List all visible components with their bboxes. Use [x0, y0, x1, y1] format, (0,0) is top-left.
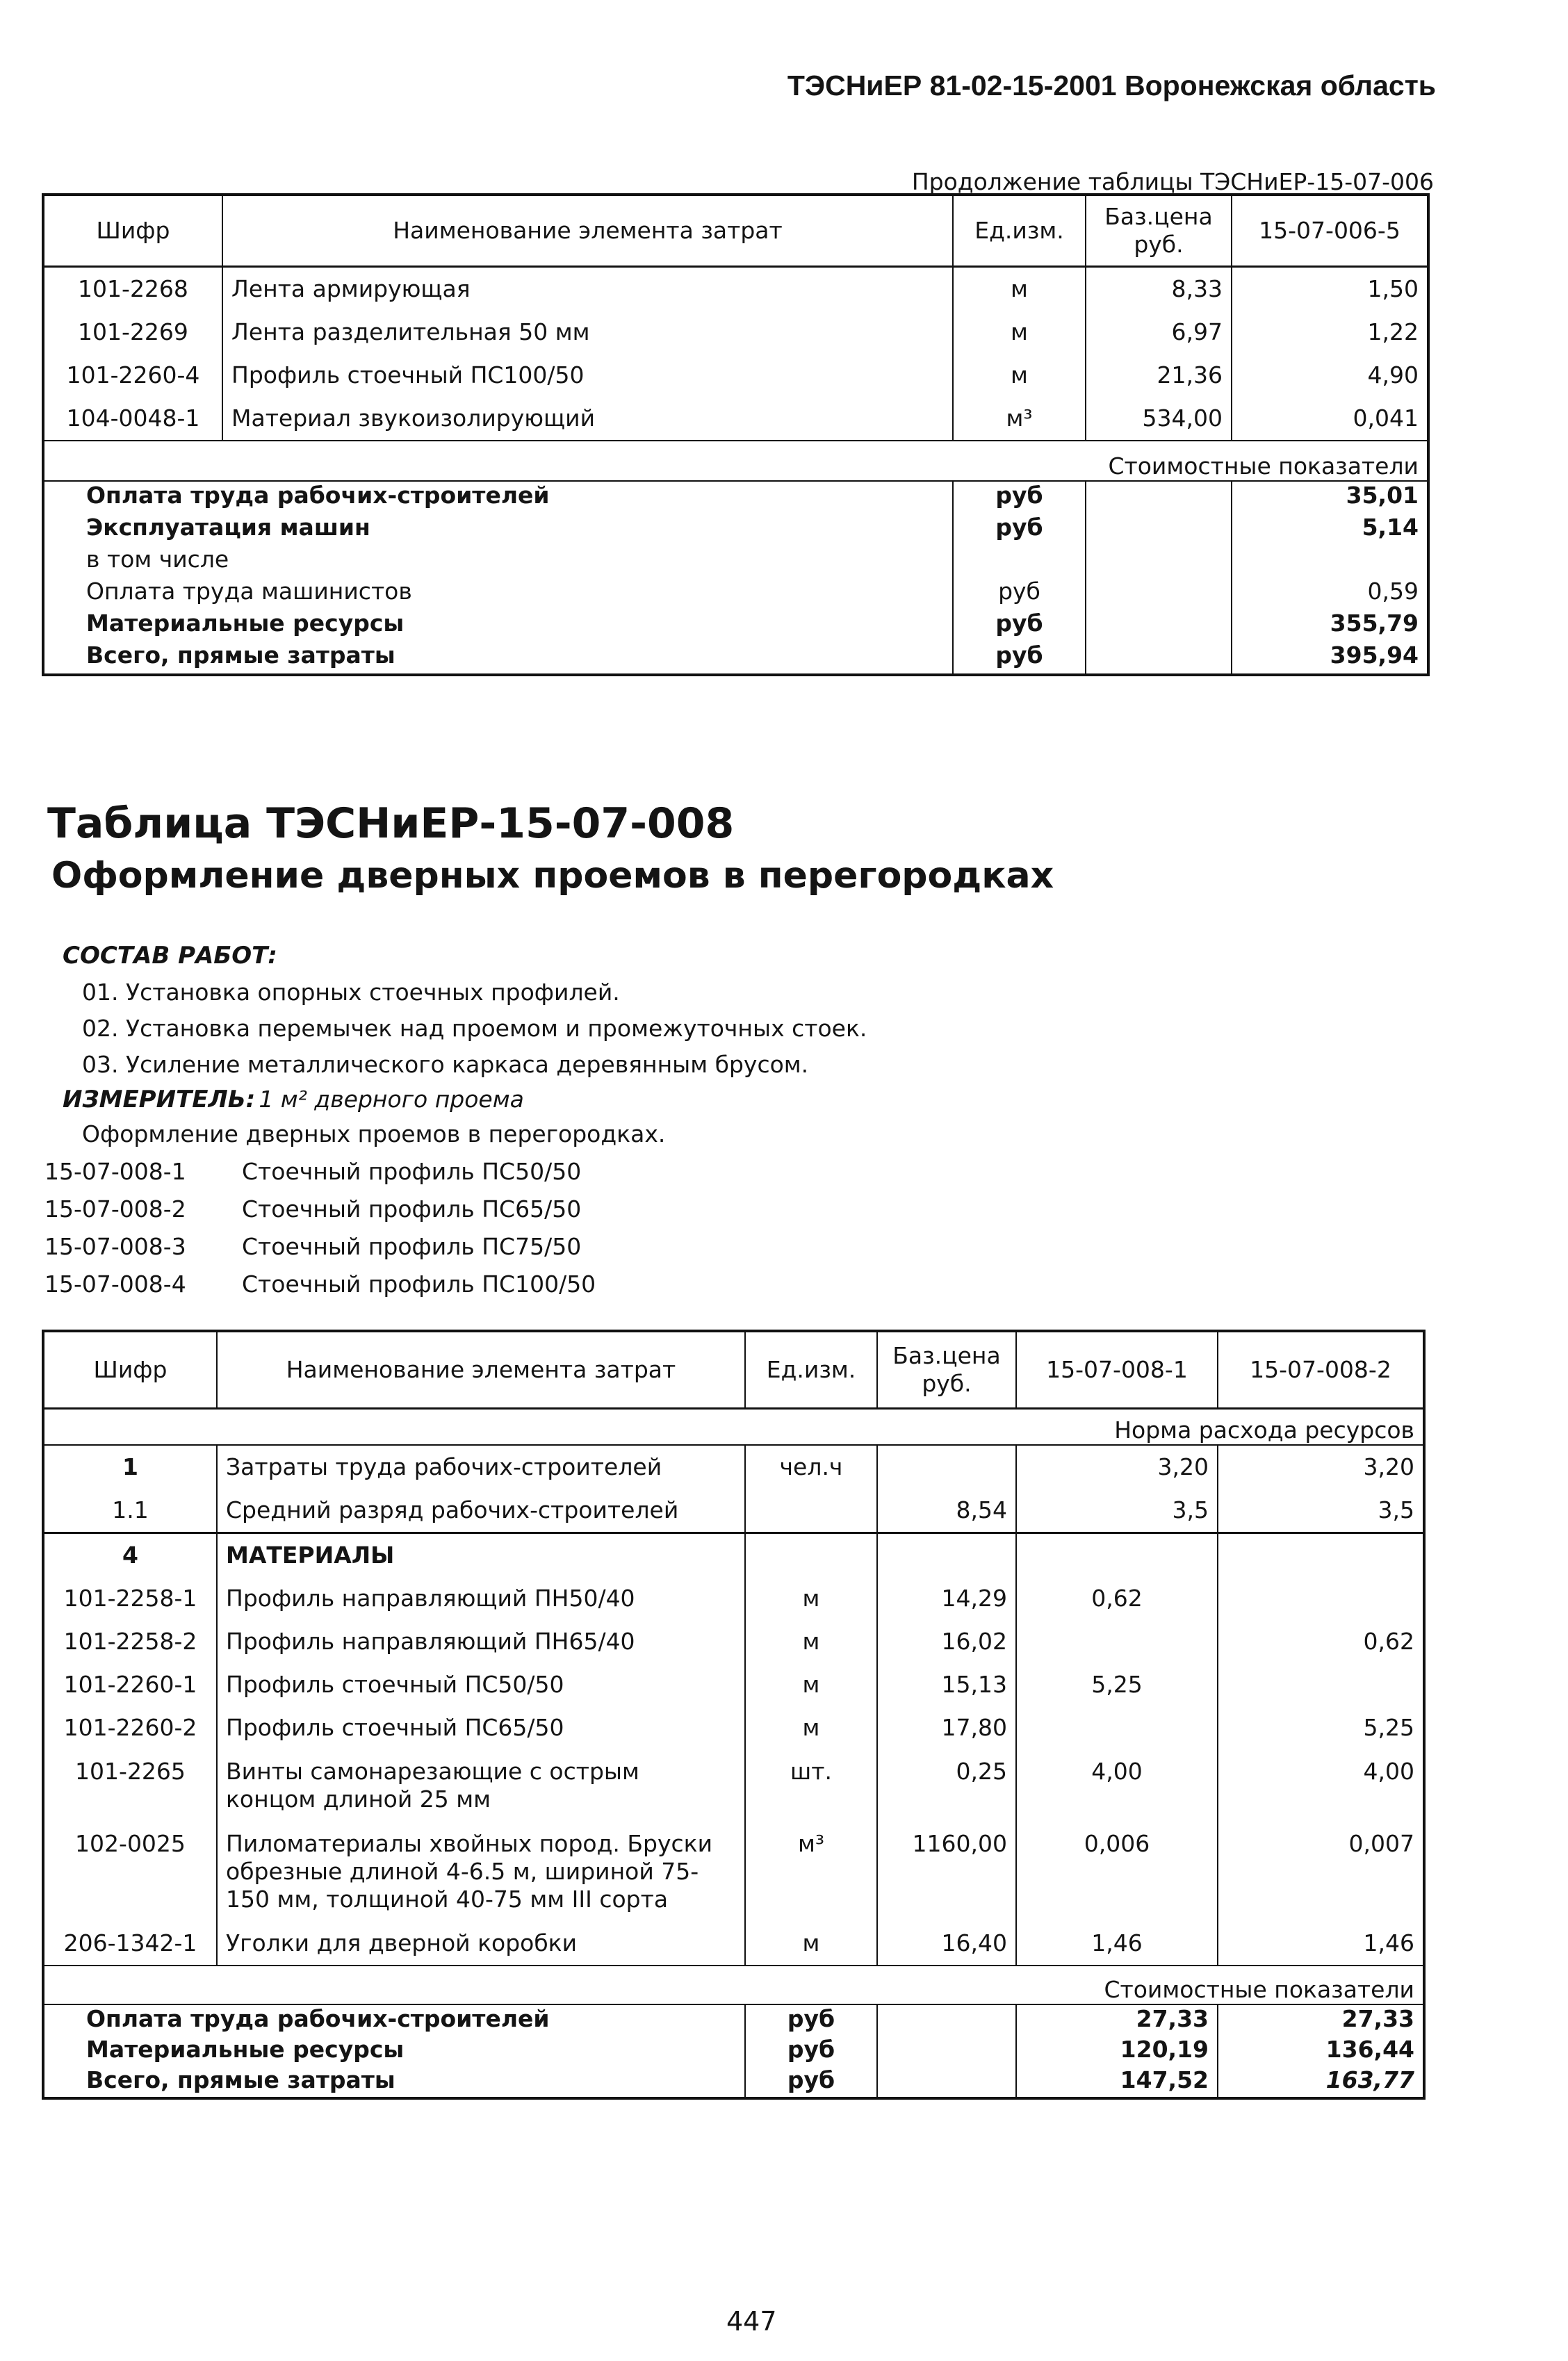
totals-label: Всего, прямые затраты: [86, 642, 395, 669]
row-name: Средний разряд рабочих-строителей: [217, 1489, 745, 1533]
norm-name: Стоечный профиль ПС65/50: [242, 1195, 582, 1223]
totals-unit: руб: [953, 610, 1086, 642]
row-name: Лента разделительная 50 мм: [222, 311, 953, 354]
row-value-1: 0,006: [1016, 1822, 1218, 1922]
totals-value: 5,14: [1232, 514, 1428, 546]
row-name: Затраты труда рабочих-строителей: [217, 1445, 745, 1489]
column-header-name: Наименование элемента затрат: [217, 1331, 745, 1409]
column-header-unit: Ед.изм.: [953, 195, 1086, 267]
norm-code: 15-07-008-1: [44, 1158, 186, 1185]
materials-label: МАТЕРИАЛЫ: [217, 1533, 745, 1578]
table-row: [43, 397, 1428, 441]
totals-row: [43, 578, 1428, 610]
section-label: Стоимостные показатели: [43, 441, 1428, 481]
table-title: Таблица ТЭСНиЕР-15-07-008: [47, 799, 735, 848]
row-code: 101-2260-4: [66, 361, 200, 389]
totals-unit: [953, 546, 1086, 578]
row-price: 16,40: [877, 1922, 1016, 1966]
norm-label-row: [43, 1409, 1424, 1446]
totals-value-2: 136,44: [1218, 2036, 1424, 2066]
row-code: 101-2258-1: [63, 1585, 197, 1612]
norm-name: Стоечный профиль ПС100/50: [242, 1271, 596, 1298]
row-value-1: [1016, 1620, 1218, 1663]
row-unit: м³: [745, 1822, 877, 1922]
row-price: 8,33: [1086, 267, 1232, 311]
row-code: 101-2265: [75, 1758, 186, 1785]
table-row: [43, 354, 1428, 397]
column-header-code: Шифр: [43, 1331, 217, 1409]
totals-row: [43, 610, 1428, 642]
column-header-code: Шифр: [43, 195, 222, 267]
row-price: 21,36: [1086, 354, 1232, 397]
row-name: Профиль стоечный ПС65/50: [217, 1706, 745, 1749]
row-price: 1160,00: [877, 1822, 1016, 1922]
row-price: 8,54: [877, 1489, 1016, 1533]
totals-value-2: 27,33: [1218, 2004, 1424, 2036]
row-unit: чел.ч: [745, 1445, 877, 1489]
work-composition-header: СОСТАВ РАБОТ:: [63, 942, 277, 970]
row-value-2: 3,5: [1218, 1489, 1424, 1533]
row-value: 4,90: [1232, 354, 1428, 397]
row-code: 102-0025: [75, 1830, 186, 1857]
totals-label: в том числе: [86, 546, 229, 573]
row-code: 101-2258-2: [63, 1628, 197, 1655]
totals-value: 0,59: [1232, 578, 1428, 610]
row-value: 1,22: [1232, 311, 1428, 354]
table-row: [43, 1749, 1424, 1822]
row-price: [877, 1445, 1016, 1489]
row-value-1: 0,62: [1016, 1577, 1218, 1620]
table-header-row: [43, 1331, 1424, 1409]
row-unit: м: [745, 1577, 877, 1620]
totals-row: [43, 2036, 1424, 2066]
totals-value: 35,01: [1232, 481, 1428, 514]
table-row: [43, 1445, 1424, 1489]
row-code: 1: [122, 1453, 138, 1480]
column-header-price: Баз.цена руб.: [1086, 195, 1232, 267]
meter-value: 1 м² дверного проема: [259, 1086, 524, 1113]
row-value-1: 1,46: [1016, 1922, 1218, 1966]
table-row: [43, 1620, 1424, 1663]
section-description: Оформление дверных проемов в перегородках.: [82, 1120, 666, 1147]
totals-label: Материальные ресурсы: [86, 610, 405, 637]
norm-label: Норма расхода ресурсов: [43, 1409, 1424, 1446]
row-value-1: 5,25: [1016, 1663, 1218, 1706]
meter-line: [63, 1086, 524, 1113]
totals-label: Оплата труда рабочих-строителей: [86, 2005, 550, 2032]
norm-code: 15-07-008-2: [44, 1195, 186, 1223]
column-header-price: Баз.цена руб.: [877, 1331, 1016, 1409]
row-value-2: 4,00: [1218, 1749, 1424, 1822]
cost-table-15-07-008: [42, 1330, 1426, 2100]
table-header-row: [43, 195, 1428, 267]
row-unit: м: [745, 1706, 877, 1749]
row-value-2: [1218, 1663, 1424, 1706]
row-unit: м: [953, 267, 1086, 311]
totals-value-2: 163,77: [1218, 2066, 1424, 2098]
totals-row: [43, 642, 1428, 675]
totals-value: 395,94: [1232, 642, 1428, 675]
row-unit: м: [745, 1663, 877, 1706]
row-value-1: 4,00: [1016, 1749, 1218, 1822]
totals-value-1: 120,19: [1016, 2036, 1218, 2066]
totals-label: Материальные ресурсы: [86, 2036, 405, 2063]
row-price: 16,02: [877, 1620, 1016, 1663]
table-row: [43, 1706, 1424, 1749]
table-row: [43, 1577, 1424, 1620]
totals-value: 355,79: [1232, 610, 1428, 642]
row-name: Лента армирующая: [222, 267, 953, 311]
row-name: Профиль стоечный ПС100/50: [222, 354, 953, 397]
row-value-2: 5,25: [1218, 1706, 1424, 1749]
row-unit: м: [953, 311, 1086, 354]
table-row: [43, 1489, 1424, 1533]
column-header-norm: 15-07-006-5: [1232, 195, 1428, 267]
row-value-2: 0,007: [1218, 1822, 1424, 1922]
row-code: 101-2269: [78, 318, 188, 345]
cost-table-15-07-006: [42, 193, 1430, 676]
work-item: 01. Установка опорных стоечных профилей.: [82, 979, 620, 1006]
row-unit: м: [953, 354, 1086, 397]
totals-row: [43, 481, 1428, 514]
totals-label: Эксплуатация машин: [86, 514, 370, 541]
totals-row: [43, 2066, 1424, 2098]
totals-row: [43, 546, 1428, 578]
row-unit: м³: [953, 397, 1086, 441]
totals-value-1: 27,33: [1016, 2004, 1218, 2036]
section-row: [43, 1966, 1424, 2004]
row-code: 1.1: [112, 1496, 149, 1523]
row-price: 534,00: [1086, 397, 1232, 441]
totals-row: [43, 514, 1428, 546]
row-price: 6,97: [1086, 311, 1232, 354]
totals-unit: руб: [953, 578, 1086, 610]
table-row: [43, 1922, 1424, 1966]
document-header: ТЭСНиЕР 81-02-15-2001 Воронежская область: [787, 70, 1436, 101]
norm-code: 15-07-008-4: [44, 1271, 186, 1298]
row-name: Материал звукоизолирующий: [222, 397, 953, 441]
row-price: 17,80: [877, 1706, 1016, 1749]
materials-code: 4: [43, 1533, 217, 1578]
totals-unit: руб: [953, 514, 1086, 546]
work-item: 02. Установка перемычек над проемом и промежуточных стоек.: [82, 1015, 867, 1042]
row-code: 206-1342-1: [63, 1929, 197, 1956]
row-name: Профиль направляющий ПН65/40: [217, 1620, 745, 1663]
totals-value-1: 147,52: [1016, 2066, 1218, 2098]
row-value-2: 1,46: [1218, 1922, 1424, 1966]
row-name: Профиль стоечный ПС50/50: [217, 1663, 745, 1706]
row-value-2: [1218, 1577, 1424, 1620]
row-name: Винты самонарезающие с острым концом длиной 25 мм: [217, 1749, 745, 1822]
row-price: 14,29: [877, 1577, 1016, 1620]
totals-label: Оплата труда машинистов: [86, 578, 412, 605]
totals-unit: руб: [953, 481, 1086, 514]
row-value-1: 3,20: [1016, 1445, 1218, 1489]
row-code: 101-2260-2: [63, 1714, 197, 1741]
row-value-2: 0,62: [1218, 1620, 1424, 1663]
table-continuation-caption: Продолжение таблицы ТЭСНиЕР-15-07-006: [911, 168, 1434, 195]
table-subtitle: Оформление дверных проемов в перегородках: [51, 855, 1054, 897]
page-number: 447: [726, 2306, 777, 2337]
row-price: 15,13: [877, 1663, 1016, 1706]
norm-code: 15-07-008-3: [44, 1233, 186, 1260]
row-value-1: [1016, 1706, 1218, 1749]
column-header-norm-1: 15-07-008-1: [1016, 1331, 1218, 1409]
row-unit: шт.: [745, 1749, 877, 1822]
row-name: Уголки для дверной коробки: [217, 1922, 745, 1966]
row-code: 104-0048-1: [66, 405, 200, 432]
row-unit: м: [745, 1922, 877, 1966]
row-unit: м: [745, 1620, 877, 1663]
row-code: 101-2268: [78, 275, 188, 302]
totals-value: [1232, 546, 1428, 578]
totals-label: Оплата труда рабочих-строителей: [86, 482, 550, 509]
totals-row: [43, 2004, 1424, 2036]
totals-unit: руб: [953, 642, 1086, 675]
section-row: [43, 441, 1428, 481]
norm-name: Стоечный профиль ПС50/50: [242, 1158, 582, 1185]
materials-group-row: [43, 1533, 1424, 1578]
work-item: 03. Усиление металлического каркаса деревянным брусом.: [82, 1051, 809, 1078]
column-header-unit: Ед.изм.: [745, 1331, 877, 1409]
meter-label: ИЗМЕРИТЕЛЬ:: [63, 1086, 256, 1113]
totals-unit: руб: [745, 2036, 877, 2066]
row-value-2: 3,20: [1218, 1445, 1424, 1489]
row-value: 0,041: [1232, 397, 1428, 441]
table-row: [43, 1822, 1424, 1922]
row-unit: [745, 1489, 877, 1533]
row-name: Профиль направляющий ПН50/40: [217, 1577, 745, 1620]
totals-unit: руб: [745, 2066, 877, 2098]
totals-label: Всего, прямые затраты: [86, 2066, 395, 2093]
column-header-name: Наименование элемента затрат: [222, 195, 953, 267]
totals-unit: руб: [745, 2004, 877, 2036]
section-label: Стоимостные показатели: [43, 1966, 1424, 2004]
row-value: 1,50: [1232, 267, 1428, 311]
column-header-norm-2: 15-07-008-2: [1218, 1331, 1424, 1409]
table-row: [43, 1663, 1424, 1706]
row-value-1: 3,5: [1016, 1489, 1218, 1533]
row-price: 0,25: [877, 1749, 1016, 1822]
row-name: Пиломатериалы хвойных пород. Бруски обрезные длиной 4-6.5 м, шириной 75-150 мм, толщиной 40-75 мм III сорта: [217, 1822, 745, 1922]
row-code: 101-2260-1: [63, 1671, 197, 1698]
table-row: [43, 267, 1428, 311]
norm-name: Стоечный профиль ПС75/50: [242, 1233, 582, 1260]
table-row: [43, 311, 1428, 354]
